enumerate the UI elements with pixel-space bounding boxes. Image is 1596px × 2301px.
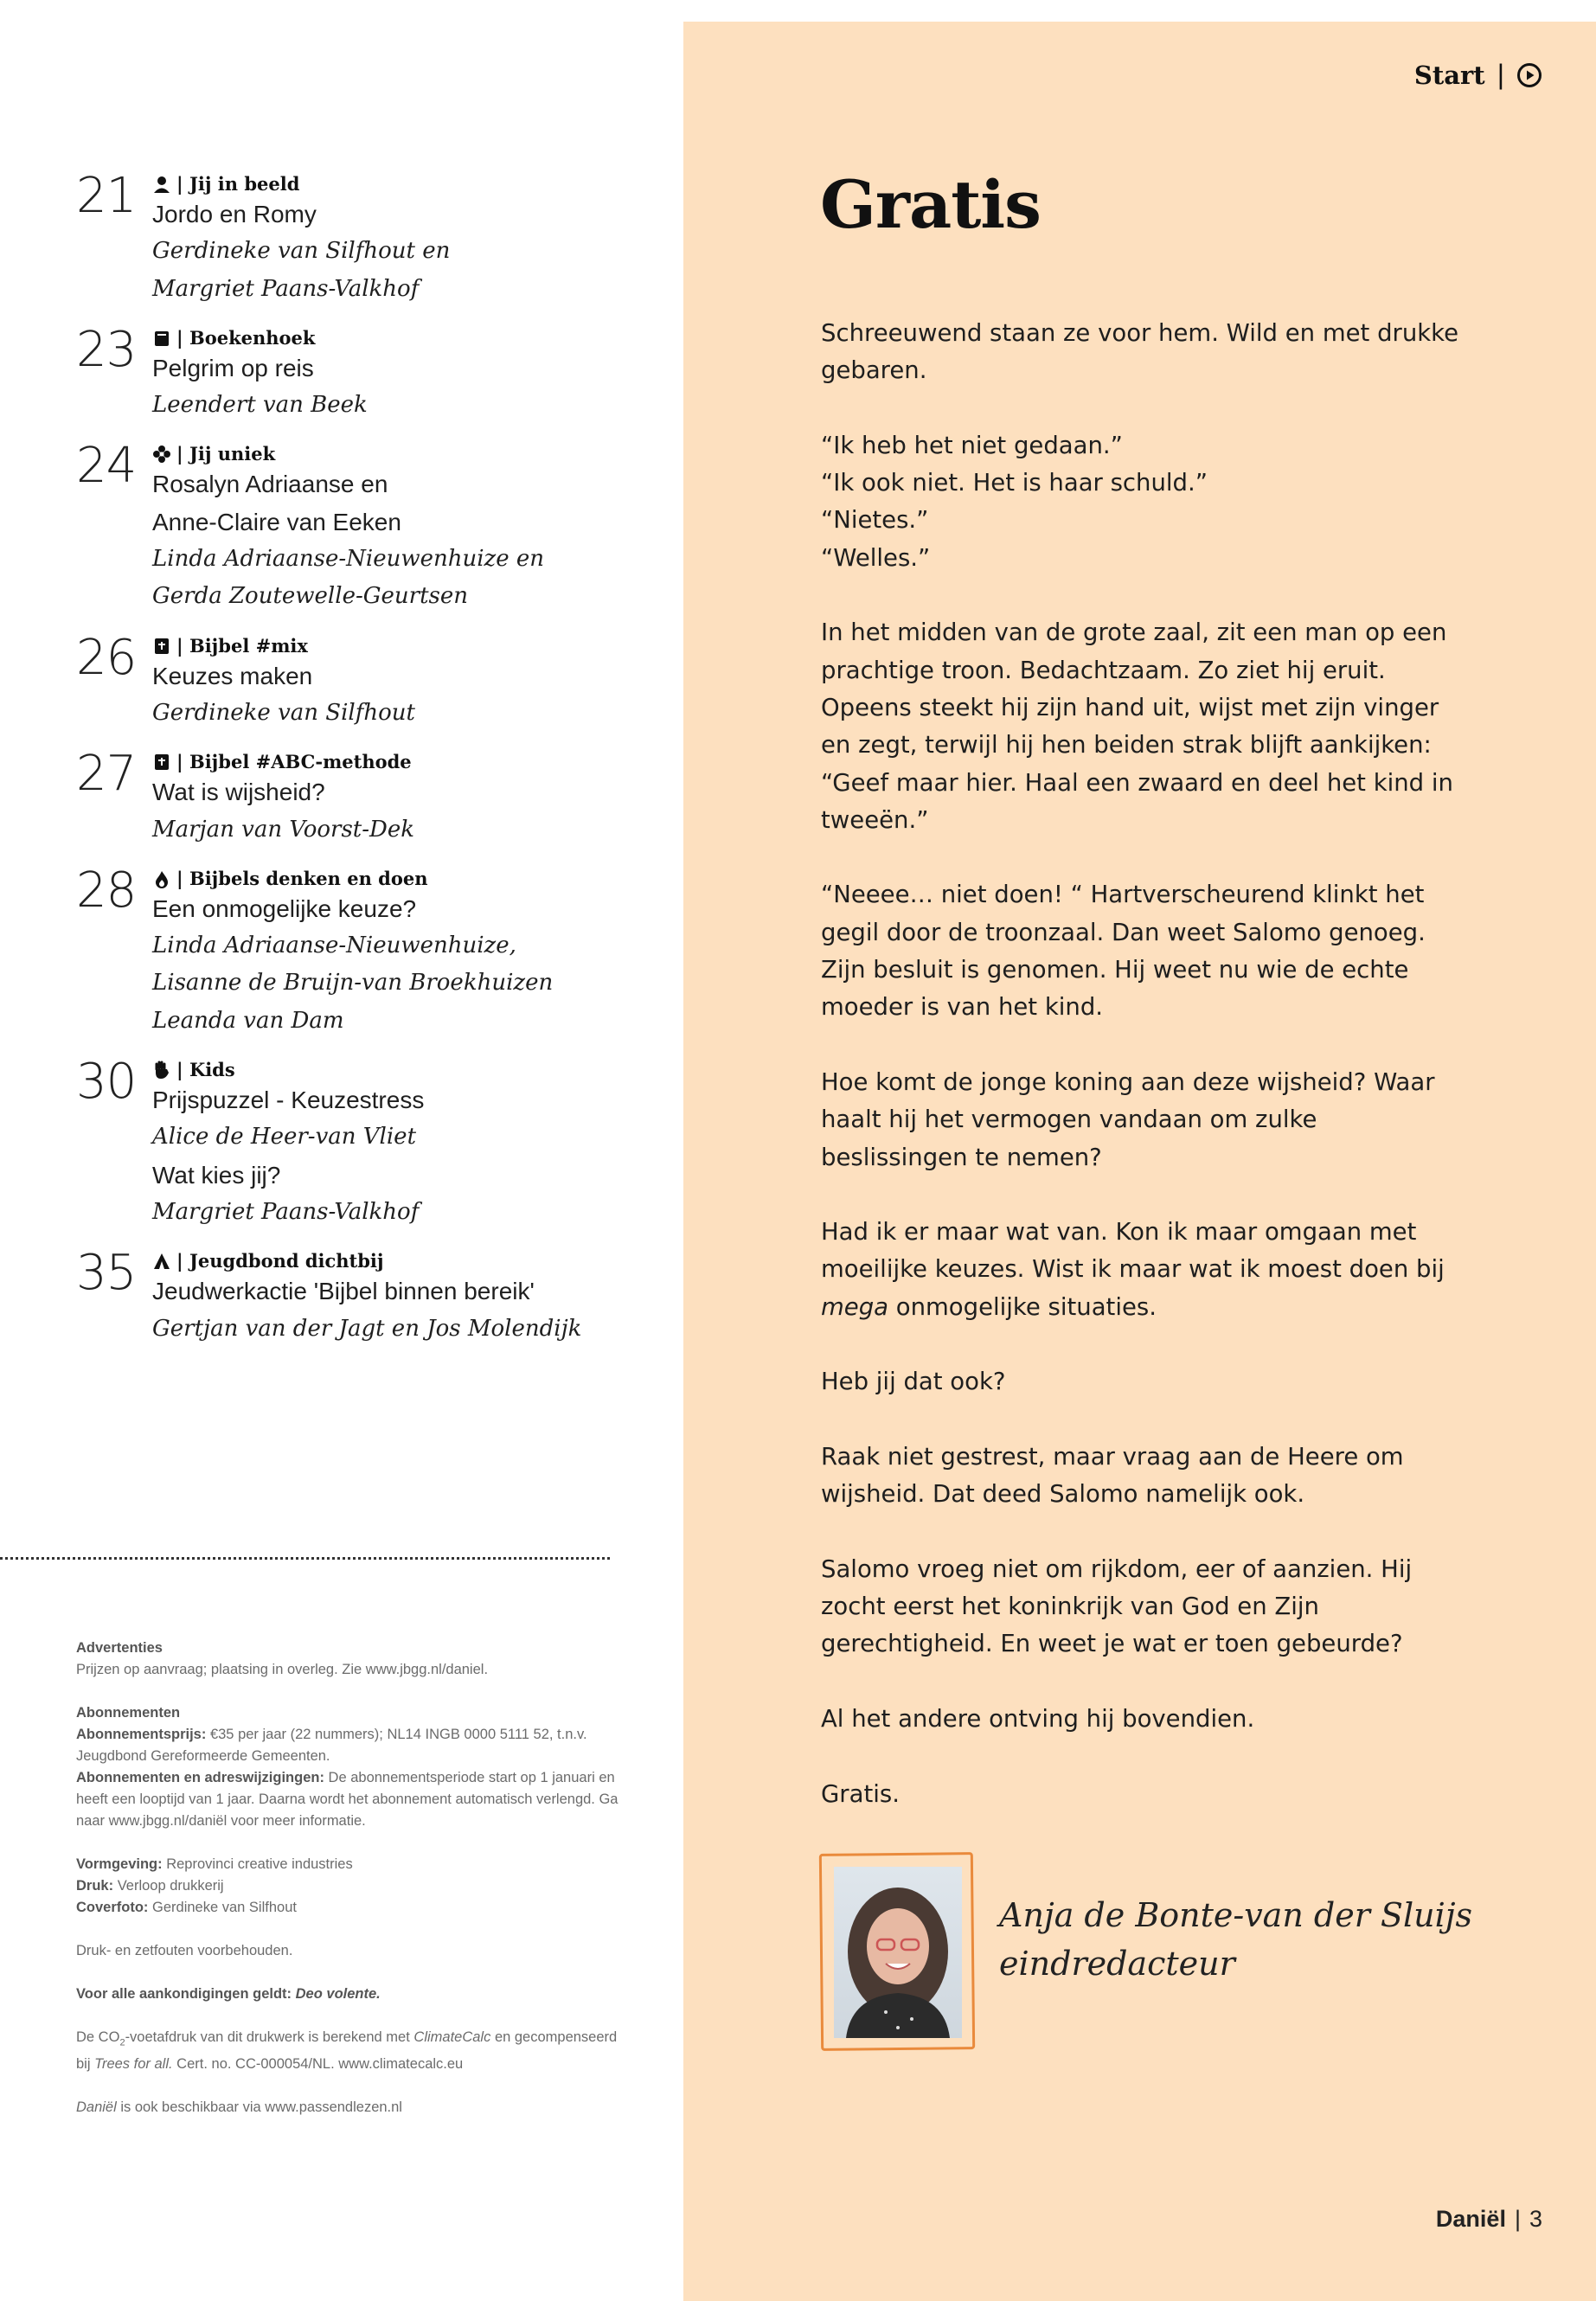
toc-entry[interactable]: [76, 1247, 630, 1348]
co2-sub: 2: [119, 2037, 125, 2048]
editorial-paragraph: Heb jij dat ook?: [821, 1368, 1006, 1396]
colophon-credits: [76, 1854, 630, 1919]
toc-category-label: | Boekenhoek: [176, 326, 316, 349]
toc-entry-body: [152, 631, 630, 733]
toc-entry[interactable]: [76, 321, 630, 425]
toc-page-number: 23: [76, 321, 137, 378]
toc-entry-body: [152, 864, 630, 1040]
toc-page-number: 35: [76, 1245, 137, 1302]
toc-author: Linda Adriaanse-Nieuwenhuize,: [152, 933, 516, 959]
editorial-paragraph: Had ik er maar wat van. Kon ik maar omgaan met moeilijke keuzes. Wist ik maar wat ik moest doen bij mega onmogelijke situaties.: [821, 1218, 1445, 1321]
toc-page-number: 27: [76, 746, 137, 803]
portrait-illustration: [834, 1867, 962, 2038]
passend-text: is ook beschikbaar via www.passendlezen.nl: [120, 2099, 402, 2116]
author-name: Anja de Bonte-van der Sluijs: [999, 1896, 1473, 1934]
editorial-paragraph: Al het andere ontving hij bovendien.: [821, 1704, 1255, 1733]
toc-category: [152, 751, 630, 773]
toc-title: Jordo en Romy: [152, 201, 317, 228]
editorial-paragraph: “Neeee… niet doen! “ Hartverscheurend klinkt het gegil door de troonzaal. Dan weet Salomo genoeg. Zijn besluit is genomen. Hij weet nu wie de echte moeder is van het kind.: [821, 881, 1426, 1022]
play-circle-icon[interactable]: [1516, 62, 1542, 88]
toc-entry[interactable]: [76, 631, 630, 733]
table-of-contents: [76, 170, 630, 1363]
editorial-paragraph: “Ik heb het niet gedaan.” “Ik ook niet. Het is haar schuld.” “Nietes.” “Welles.”: [821, 431, 1208, 572]
toc-entry[interactable]: [76, 864, 630, 1040]
editorial-paragraph: Gratis.: [821, 1779, 900, 1808]
print-label: Druk:: [76, 1878, 114, 1894]
toc-category-label: | Jij uniek: [176, 443, 276, 465]
toc-category: [152, 868, 630, 890]
co2-text-b: -voetafdruk van dit drukwerk is berekend met: [125, 2029, 410, 2045]
subs-price-label: Abonnementsprijs:: [76, 1727, 207, 1742]
colophon-subscriptions: [76, 1702, 630, 1832]
start-link[interactable]: [1414, 59, 1542, 91]
toc-author: Gerdineke van Silfhout en: [152, 238, 451, 265]
passendlezen-note: [76, 2097, 630, 2118]
subs-change-text: De abonnementsperiode start op 1 januari en heeft een looptijd van 1 jaar. Daarna wordt het abonnement automatisch verlengd. Ga naar www.jbgg.nl/daniël voor meer informatie.: [76, 1770, 619, 1829]
toc-author: Leanda van Dam: [152, 1007, 344, 1034]
toc-category-label: | Bijbel #mix: [176, 634, 308, 657]
footer-magazine: Daniël: [1435, 2206, 1506, 2232]
toc-entry[interactable]: [76, 170, 630, 308]
co2-text-c: en gecompenseerd bij: [76, 2029, 618, 2073]
toc-entry-body: [152, 324, 630, 425]
toc-page-number: 30: [76, 1054, 137, 1111]
toc-page-number: 28: [76, 862, 137, 919]
toc-category: [152, 635, 630, 657]
editorial-body: [821, 315, 1461, 1850]
toc-page-number: 24: [76, 438, 137, 495]
toc-author: Gerdineke van Silfhout: [152, 699, 415, 726]
co2-note: [76, 2027, 630, 2075]
deo-text: Deo volente.: [295, 1986, 381, 2002]
design-text: Reprovinci creative industries: [166, 1856, 353, 1872]
errors-note: Druk- en zetfouten voorbehouden.: [76, 1943, 293, 1958]
editorial-paragraph: In het midden van de grote zaal, zit een man op een prachtige troon. Bedachtzaam. Zo ziet hij eruit. Opeens steekt hij zijn hand uit, wijst met zijn vinger en zegt, terwijl hij hen beiden strak blijft aankijken: “Geef maar hier. Haal een zwaard en deel het kind in tweeën.”: [821, 619, 1453, 834]
toc-title: Wat is wijsheid?: [152, 779, 325, 806]
toc-author: Margriet Paans-Valkhof: [152, 1198, 420, 1225]
toc-author: Linda Adriaanse-Nieuwenhuize en: [152, 546, 545, 573]
ads-title: Advertenties: [76, 1640, 163, 1656]
toc-title: Een onmogelijke keuze?: [152, 894, 417, 922]
toc-author: Lisanne de Bruijn-van Broekhuizen: [152, 970, 554, 997]
start-label[interactable]: Start: [1413, 60, 1485, 90]
toc-title: Pelgrim op reis: [152, 354, 314, 381]
toc-entry-body: [152, 170, 630, 308]
bible-icon: [152, 637, 171, 656]
toc-category: [152, 173, 630, 195]
toc-category: [152, 327, 630, 349]
author-portrait: [834, 1867, 962, 2038]
passend-magazine: Daniël: [76, 2099, 117, 2116]
toc-entry-body: [152, 1247, 630, 1348]
toc-page-number: 26: [76, 629, 137, 686]
cover-label: Coverfoto:: [76, 1900, 149, 1915]
footer-separator: |: [1514, 2206, 1521, 2232]
toc-category: [152, 443, 630, 465]
trees-for-all-name: Trees for all.: [94, 2056, 173, 2073]
flame-icon: [152, 869, 171, 888]
tent-icon: [152, 1252, 171, 1271]
editorial-paragraph: Raak niet gestrest, maar vraag aan de Heere om wijsheid. Dat deed Salomo namelijk ook.: [821, 1442, 1404, 1509]
editorial-paragraph: Schreeuwend staan ze voor hem. Wild en met drukke gebaren.: [821, 319, 1459, 385]
climatecalc-name: ClimateCalc: [413, 2029, 491, 2045]
flower-icon: [152, 445, 171, 464]
toc-title: Anne-Claire van Eeken: [152, 508, 401, 535]
colophon-ads: [76, 1638, 630, 1681]
start-separator: |: [1497, 59, 1504, 90]
toc-author: Gertjan van der Jagt en Jos Molendijk: [152, 1315, 582, 1342]
toc-page-number: 21: [76, 168, 137, 224]
book-icon: [152, 329, 171, 348]
toc-category-label: | Bijbel #ABC-methode: [176, 751, 412, 773]
deo-label: Voor alle aankondigingen geldt:: [76, 1986, 292, 2002]
ads-text: Prijzen op aanvraag; plaatsing in overleg. Zie www.jbgg.nl/daniel.: [76, 1662, 489, 1677]
toc-entry-body: [152, 747, 630, 849]
cover-text: Gerdineke van Silfhout: [152, 1900, 297, 1915]
toc-author: Leendert van Beek: [152, 392, 368, 419]
toc-category-label: | Bijbels denken en doen: [176, 867, 428, 889]
dotted-divider: [0, 1557, 610, 1560]
editorial-paragraph: Hoe komt de jonge koning aan deze wijsheid? Waar haalt hij het vermogen vandaan om zulke beslissingen te nemen?: [821, 1067, 1435, 1171]
toc-category: [152, 1250, 630, 1272]
toc-title: Keuzes maken: [152, 662, 313, 689]
toc-author: Gerda Zoutewelle-Geurtsen: [152, 583, 468, 610]
page-footer: [1436, 2206, 1542, 2233]
co2-text-d: Cert. no. CC-000054/NL. www.climatecalc.eu: [176, 2056, 464, 2073]
page-number: 3: [1529, 2206, 1542, 2232]
toc-category-label: | Jeugdbond dichtbij: [176, 1250, 384, 1272]
subs-price-text: €35 per jaar (22 nummers); NL14 INGB 0000 5111 52, t.n.v. Jeugdbond Gereformeerde Gemeenten.: [76, 1727, 587, 1764]
deo-volente-note: [76, 1984, 630, 2005]
toc-title: Jeudwerkactie 'Bijbel binnen bereik': [152, 1278, 535, 1305]
co2-text: De CO: [76, 2029, 120, 2045]
toc-entry[interactable]: [76, 1055, 630, 1231]
editorial-title: Gratis: [820, 166, 1041, 243]
toc-title: Prijspuzzel - Keuzestress: [152, 1086, 425, 1114]
person-icon: [152, 175, 171, 194]
toc-author: Margriet Paans-Valkhof: [152, 275, 420, 302]
author-signature: [999, 1891, 1472, 1988]
author-photo: [820, 1853, 974, 2050]
toc-entry[interactable]: [76, 747, 630, 849]
toc-entry-body: [152, 1055, 630, 1231]
author-role: eindredacteur: [999, 1945, 1235, 1983]
toc-entry-body: [152, 439, 630, 615]
toc-entry[interactable]: [76, 439, 630, 615]
print-text: Verloop drukkerij: [117, 1878, 224, 1894]
toc-title: Rosalyn Adriaanse en: [152, 471, 388, 498]
hand-icon: [152, 1061, 171, 1080]
toc-author: Alice de Heer-van Vliet: [152, 1124, 417, 1150]
subs-title: Abonnementen: [76, 1705, 181, 1721]
toc-category-label: | Jij in beeld: [176, 173, 300, 195]
editorial-paragraph: Salomo vroeg niet om rijkdom, eer of aanzien. Hij zocht eerst het koninkrijk van God en Zijn gerechtigheid. En weet je wat er toen gebeurde?: [821, 1554, 1413, 1658]
toc-category: [152, 1059, 630, 1081]
colophon: [76, 1638, 630, 2140]
subs-change-label: Abonnementen en adreswijzigingen:: [76, 1770, 324, 1785]
toc-author: Marjan van Voorst-Dek: [152, 816, 415, 843]
bible-icon: [152, 753, 171, 772]
toc-category-label: | Kids: [176, 1059, 235, 1081]
toc-title: Wat kies jij?: [152, 1161, 281, 1189]
design-label: Vormgeving:: [76, 1856, 163, 1872]
